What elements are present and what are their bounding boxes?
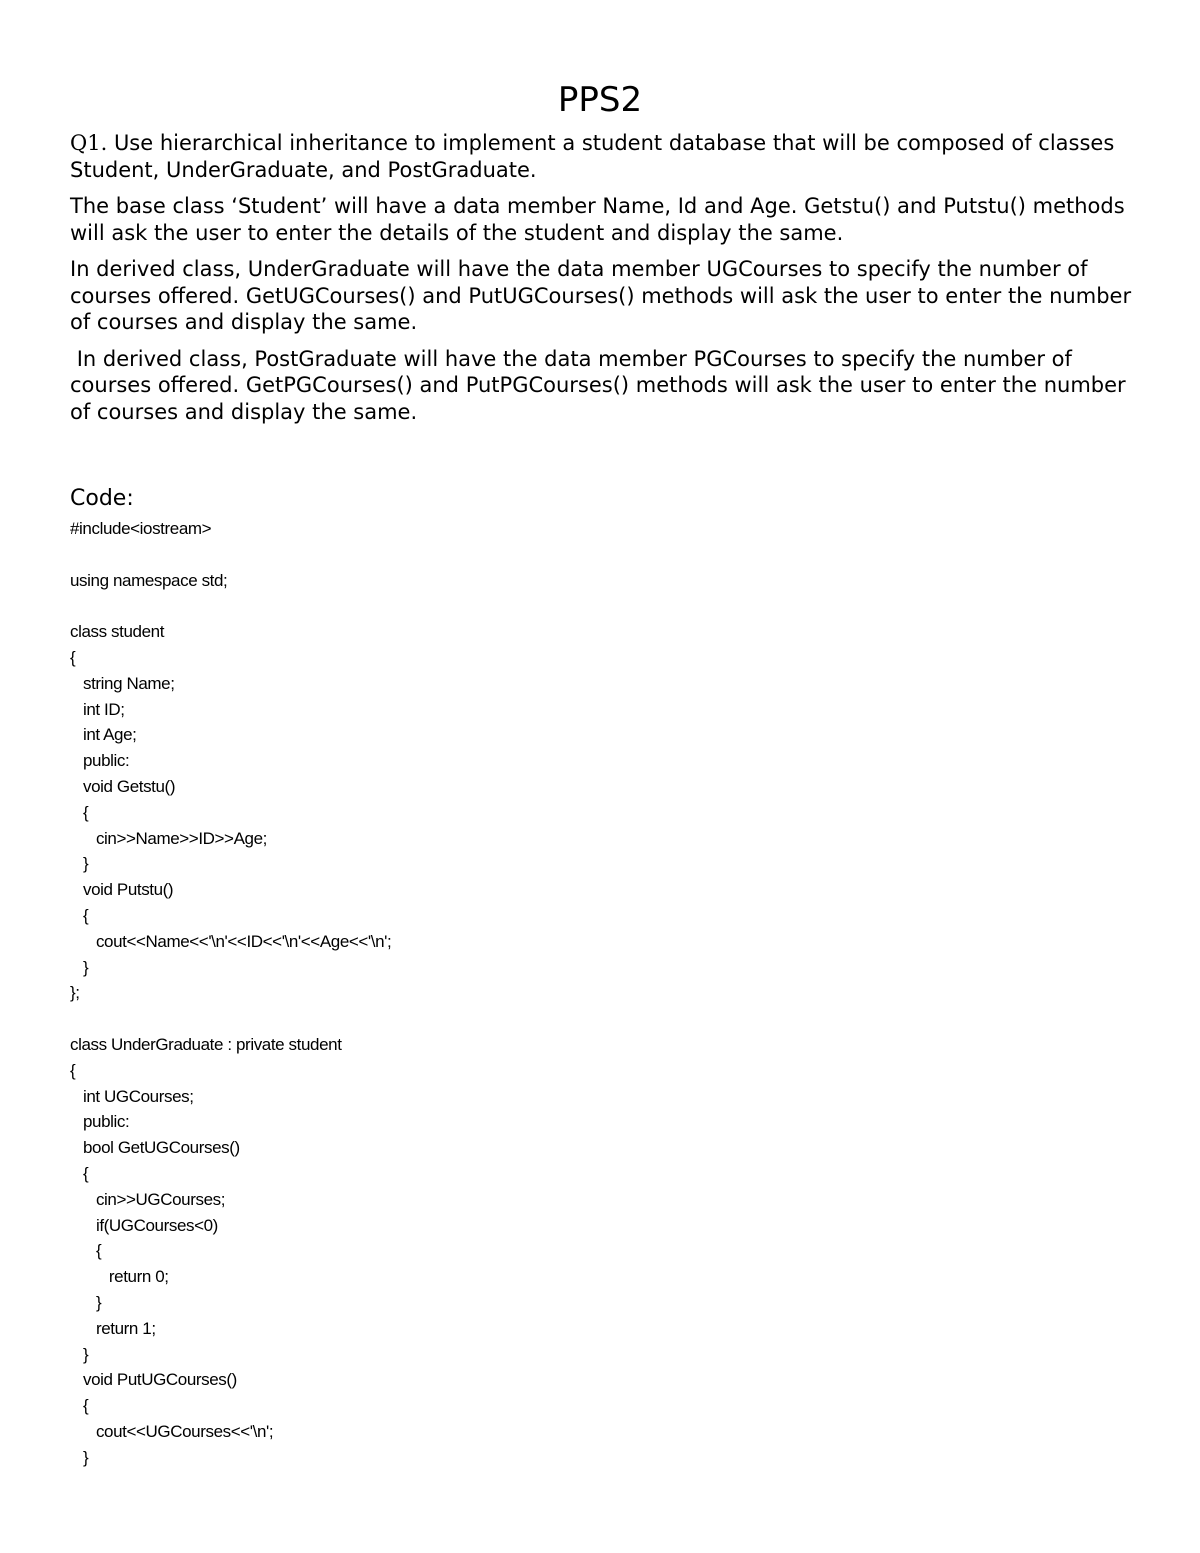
- code-line: cout<<Name<<'\n'<<ID<<'\n'<<Age<<'\n';: [70, 931, 392, 951]
- code-line: void Getstu(): [70, 776, 176, 796]
- code-line: if(UGCourses<0): [70, 1215, 218, 1235]
- question-text-1: Use hierarchical inheritance to implement a student database that will be composed of classes Student, UnderGraduate, and PostGraduate.: [70, 131, 1121, 182]
- code-line: cout<<UGCourses<<'\n';: [70, 1421, 274, 1441]
- code-line: class UnderGraduate : private student: [70, 1034, 342, 1054]
- code-line: {: [70, 1241, 102, 1261]
- code-line: [70, 1006, 1070, 1032]
- code-line: public:: [70, 751, 130, 771]
- code-line: {: [70, 905, 89, 925]
- code-line: {: [70, 1060, 76, 1080]
- question-paragraph-3: In derived class, UnderGraduate will have the data member UGCourses to specify the number of courses offered. GetUGCourses() and PutUGCourses() methods will ask the user to enter the number of courses and display the same.: [70, 257, 1138, 334]
- code-line: }: [70, 1292, 102, 1312]
- code-line: [70, 542, 1070, 568]
- code-block: [70, 516, 1070, 1470]
- code-line: }: [70, 1447, 89, 1467]
- question-paragraph-1: [70, 130, 1150, 183]
- code-line: class student: [70, 622, 165, 642]
- code-line: {: [70, 647, 76, 667]
- code-line: void PutUGCourses(): [70, 1370, 237, 1390]
- code-line: return 1;: [70, 1318, 156, 1338]
- code-line: [70, 593, 1070, 619]
- code-line: }: [70, 854, 89, 874]
- code-line: int Age;: [70, 725, 137, 745]
- code-line: };: [70, 983, 80, 1003]
- code-line: cin>>UGCourses;: [70, 1189, 226, 1209]
- code-line: cin>>Name>>ID>>Age;: [70, 828, 267, 848]
- code-line: {: [70, 1396, 89, 1416]
- code-line: void Putstu(): [70, 880, 174, 900]
- code-line: string Name;: [70, 673, 175, 693]
- code-line: }: [70, 1344, 89, 1364]
- code-line: int ID;: [70, 699, 125, 719]
- question-block: [70, 130, 1150, 435]
- question-paragraph-4: In derived class, PostGraduate will have the data member PGCourses to specify the number of courses offered. GetPGCourses() and PutPGCourses() methods will ask the user to enter the number of courses and display the same.: [70, 346, 1133, 424]
- code-line: return 0;: [70, 1267, 169, 1287]
- code-line: bool GetUGCourses(): [70, 1138, 240, 1158]
- code-line: int UGCourses;: [70, 1086, 194, 1106]
- code-line: {: [70, 802, 89, 822]
- code-heading: Code:: [70, 486, 134, 511]
- code-line: public:: [70, 1112, 130, 1132]
- code-line: #include<iostream>: [70, 519, 212, 538]
- question-paragraph-2: The base class ‘Student’ will have a data member Name, Id and Age. Getstu() and Putstu() methods will ask the user to enter the details of the student and display the same.: [70, 194, 1132, 245]
- document-title: PPS2: [557, 80, 643, 120]
- question-label: Q1.: [70, 131, 108, 155]
- code-line: {: [70, 1163, 89, 1183]
- code-line: using namespace std;: [70, 570, 228, 590]
- code-line: }: [70, 957, 89, 977]
